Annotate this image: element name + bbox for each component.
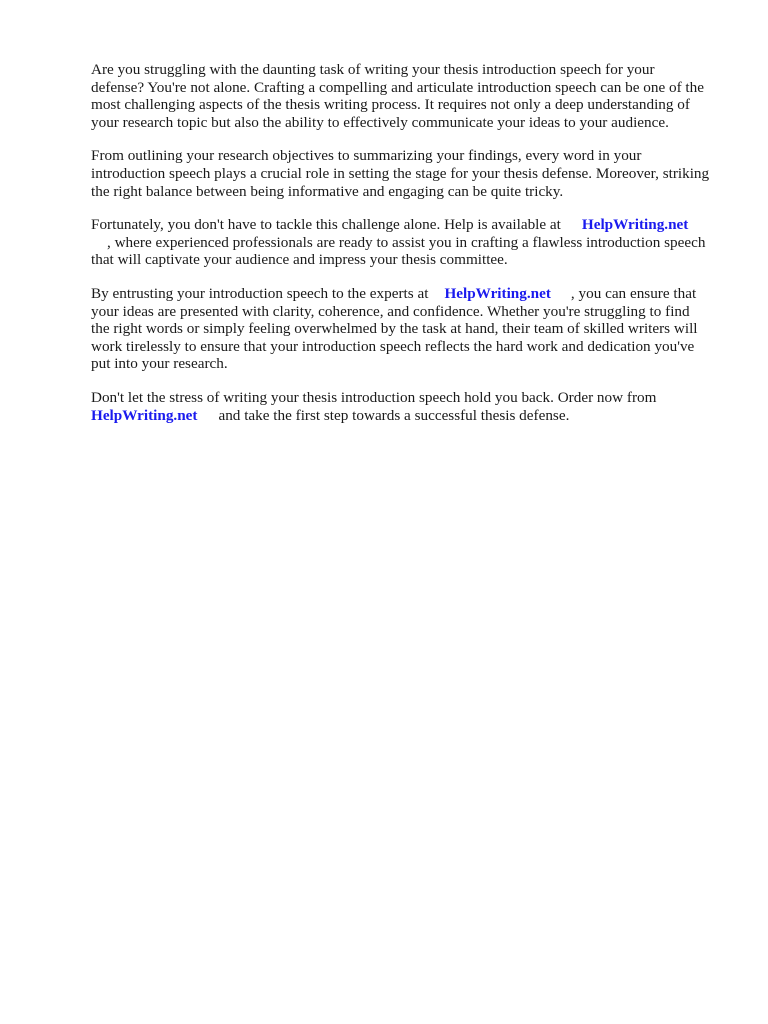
text-line: Don't let the stress of writing your thesis introduction speech hold you back. Order now from [91,388,657,406]
text-line: From outlining your research objectives to summarizing your findings, every word in your [91,147,642,165]
paragraph-intro [91,61,731,131]
text-segment: By entrusting your introduction speech to the experts at [91,284,429,302]
helpwriting-link[interactable]: HelpWriting.net [444,284,551,302]
text-segment: , you can ensure that [570,284,697,302]
paragraph-order [91,389,731,424]
helpwriting-link[interactable]: HelpWriting.net [581,216,689,234]
text-line [91,407,731,425]
text-line: Are you struggling with the daunting task of writing your thesis introduction speech for your [91,61,655,78]
text-segment: and take the first step towards a successful thesis defense. [218,406,570,424]
text-line: that will captivate your audience and impress your thesis committee. [91,251,508,269]
text-line: most challenging aspects of the thesis writing process. It requires not only a deep understanding of [91,96,690,114]
text-line: put into your research. [91,355,228,373]
text-line: the right words or simply feeling overwhelmed by the task at hand, their team of skilled writers will [91,320,698,338]
paragraph-experts [91,285,731,373]
text-line: work tirelessly to ensure that your introduction speech reflects the hard work and dedication you've [91,337,695,355]
text-segment: , where experienced professionals are ready to assist you in crafting a flawless introduction speech [107,233,706,251]
text-line [91,234,731,252]
text-line: the right balance between being informative and engaging can be quite tricky. [91,182,564,200]
text-segment: Fortunately, you don't have to tackle this challenge alone. Help is available at [91,216,561,234]
paragraph-help [91,216,731,269]
text-line: defense? You're not alone. Crafting a compelling and articulate introduction speech can be one of the [91,78,704,96]
text-line: introduction speech plays a crucial role in setting the stage for your thesis defense. Moreover, striking [91,164,710,182]
text-line [91,216,731,234]
helpwriting-link[interactable]: HelpWriting.net [91,406,198,424]
text-line [91,285,731,303]
document-body [91,61,731,440]
text-line: your research topic but also the ability to effectively communicate your ideas to your audience. [91,113,669,131]
paragraph-outline [91,147,731,200]
text-line: your ideas are presented with clarity, coherence, and confidence. Whether you're struggling to find [91,302,690,320]
